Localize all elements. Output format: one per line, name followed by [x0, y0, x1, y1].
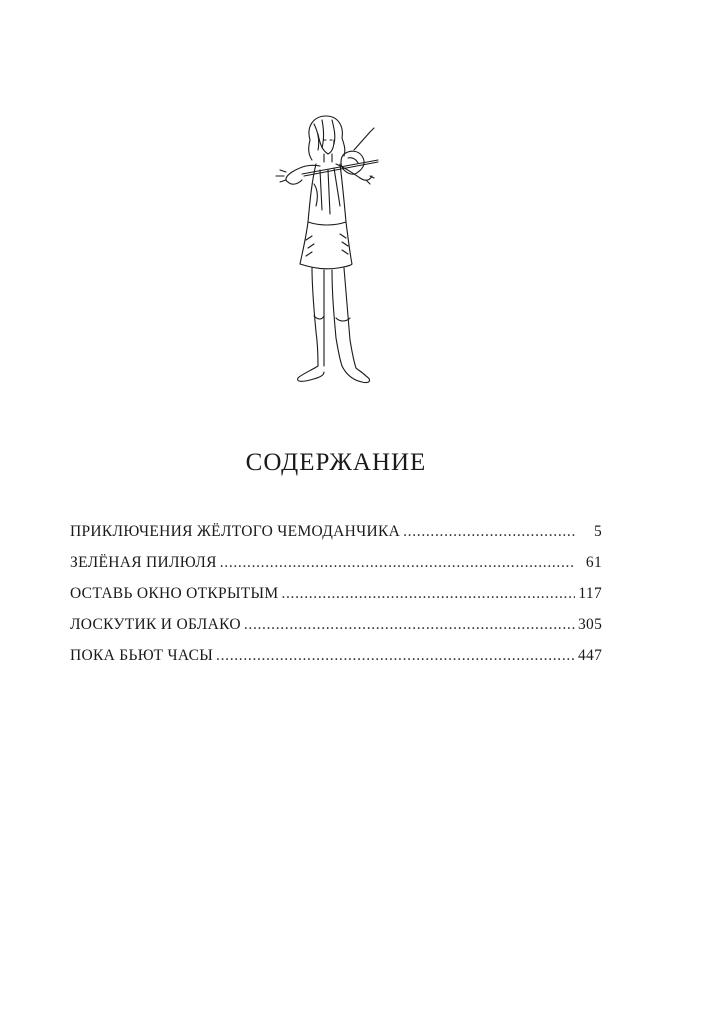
table-of-contents — [70, 523, 602, 678]
toc-entry-title: ЛОСКУТИК И ОБЛАКО — [70, 616, 241, 633]
toc-entry-page: 305 — [578, 616, 603, 633]
toc-entry[interactable] — [70, 616, 602, 647]
toc-entry[interactable] — [70, 523, 602, 554]
toc-entry-title: ОСТАВЬ ОКНО ОТКРЫТЫМ — [70, 585, 279, 602]
toc-entry-title: ПОКА БЬЮТ ЧАСЫ — [70, 647, 214, 664]
toc-entry-page: 5 — [593, 523, 602, 540]
toc-dot-leader — [281, 585, 575, 603]
toc-entry-page: 447 — [578, 647, 603, 664]
toc-dot-leader — [244, 616, 575, 634]
toc-entry[interactable] — [70, 647, 602, 678]
toc-entry[interactable] — [70, 585, 602, 616]
violinist-illustration-icon — [262, 110, 392, 400]
toc-dot-leader — [220, 554, 575, 572]
toc-entry-page: 117 — [578, 585, 602, 602]
toc-entry[interactable] — [70, 554, 602, 585]
toc-entry-title: ПРИКЛЮЧЕНИЯ ЖЁЛТОГО ЧЕМОДАНЧИКА — [70, 523, 401, 540]
toc-dot-leader — [216, 647, 575, 665]
toc-entry-title: ЗЕЛЁНАЯ ПИЛЮЛЯ — [70, 554, 217, 571]
toc-dot-leader — [403, 523, 575, 541]
toc-entry-page: 61 — [585, 554, 602, 571]
page-title: СОДЕРЖАНИЕ — [245, 449, 427, 476]
